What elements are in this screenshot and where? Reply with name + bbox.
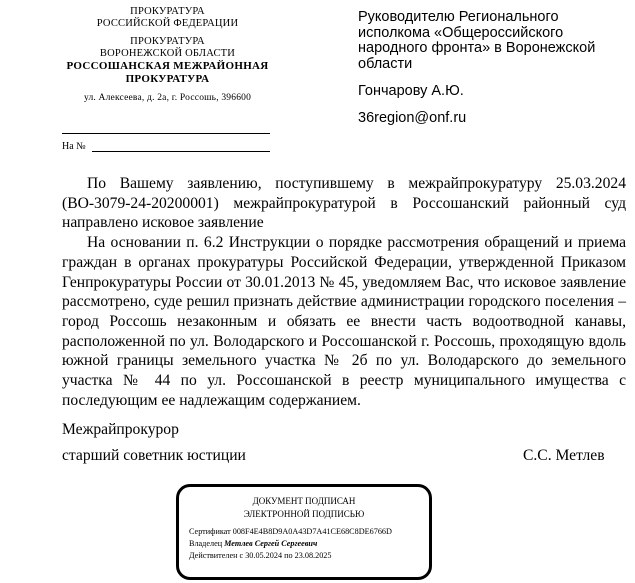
header-address: ул. Алексеева, д. 2а, г. Россошь, 396600 xyxy=(83,93,252,103)
header-line-4: ВОРОНЕЖСКОЙ ОБЛАСТИ xyxy=(99,48,236,59)
stamp-details xyxy=(179,526,429,562)
ref-number-line xyxy=(92,151,270,152)
authority-header xyxy=(60,6,275,104)
body-paragraph-2: На основании п. 6.2 Инструкции о порядке рассмотрения обращений и приема граждан в органах прокуратуры Российской Федерации, утвержденной Приказом Генпрокуратуры России от 30.01.2013 № 45, уведомляем Вас, что исковое заявление рассмотрено, суде решил признать действие администрации городского поселения – город Россошь незаконным и обязать ее внести часть водоотводной канавы, расположенной по ул. Володарского и Россошанской г. Россошь, проходящую вдоль южной границы земельного участка № 2б по ул. Володарского до земельного участка № 44 по ул. Россошанской в реестр муниципального имущества с последующим ее надлежащим содержанием. xyxy=(62,234,626,409)
recipient-block xyxy=(358,10,633,126)
header-line-6: ПРОКУРАТУРА xyxy=(125,73,210,85)
recipient-line-1: Руководителю Регионального xyxy=(358,9,559,25)
stamp-owner-label: Владелец xyxy=(189,539,223,548)
body-paragraph-1: По Вашему заявлению, поступившему в межрайпрокуратуру 25.03.2024 (ВО-3079-24-20200001) межрайпрокуратурой в Россошанский районный суд направлено исковое заявление xyxy=(62,175,626,232)
stamp-owner-row xyxy=(189,538,429,550)
stamp-owner-value: Метлев Сергей Сергеевич xyxy=(224,539,318,548)
stamp-valid-label: Действителен с xyxy=(189,551,244,560)
stamp-valid-to-label: по xyxy=(284,551,293,560)
header-line-5: РОССОШАНСКАЯ МЕЖРАЙОННАЯ xyxy=(66,60,269,72)
stamp-heading-2: ЭЛЕКТРОННОЙ ПОДПИСЬЮ xyxy=(243,509,365,519)
ref-label: На № xyxy=(62,141,86,152)
header-line-3: ПРОКУРАТУРА xyxy=(130,36,205,47)
signatory-title-1: Межрайпрокурор xyxy=(62,421,179,438)
recipient-line-4: области xyxy=(358,55,413,72)
recipient-email: 36region@onf.ru xyxy=(358,109,467,126)
stamp-valid-to: 23.08.2025 xyxy=(294,551,332,560)
stamp-cert-label: Сертификат xyxy=(189,527,231,536)
stamp-cert-value: 008F4E4B8D9A0A43D7A41CE68C8DE6766D xyxy=(232,527,392,536)
e-signature-stamp xyxy=(176,484,432,580)
date-number-line xyxy=(62,133,270,134)
signatory-title-2: старший советник юстиции xyxy=(62,447,246,464)
letter-body xyxy=(62,174,626,410)
stamp-heading-1: ДОКУМЕНТ ПОДПИСАН xyxy=(252,496,356,506)
stamp-valid-from: 30.05.2024 xyxy=(245,551,283,560)
recipient-line-2: исполкома «Общероссийского xyxy=(358,24,564,41)
header-line-2: РОССИЙСКОЙ ФЕДЕРАЦИИ xyxy=(96,18,239,29)
recipient-name: Гончарову А.Ю. xyxy=(358,83,464,99)
header-line-1: ПРОКУРАТУРА xyxy=(130,6,205,17)
stamp-validity-row xyxy=(189,550,429,562)
recipient-line-3: народного фронта» в Воронежской xyxy=(358,40,596,56)
signatory-name: С.С. Метлев xyxy=(523,447,605,464)
stamp-certificate-row xyxy=(189,526,429,538)
